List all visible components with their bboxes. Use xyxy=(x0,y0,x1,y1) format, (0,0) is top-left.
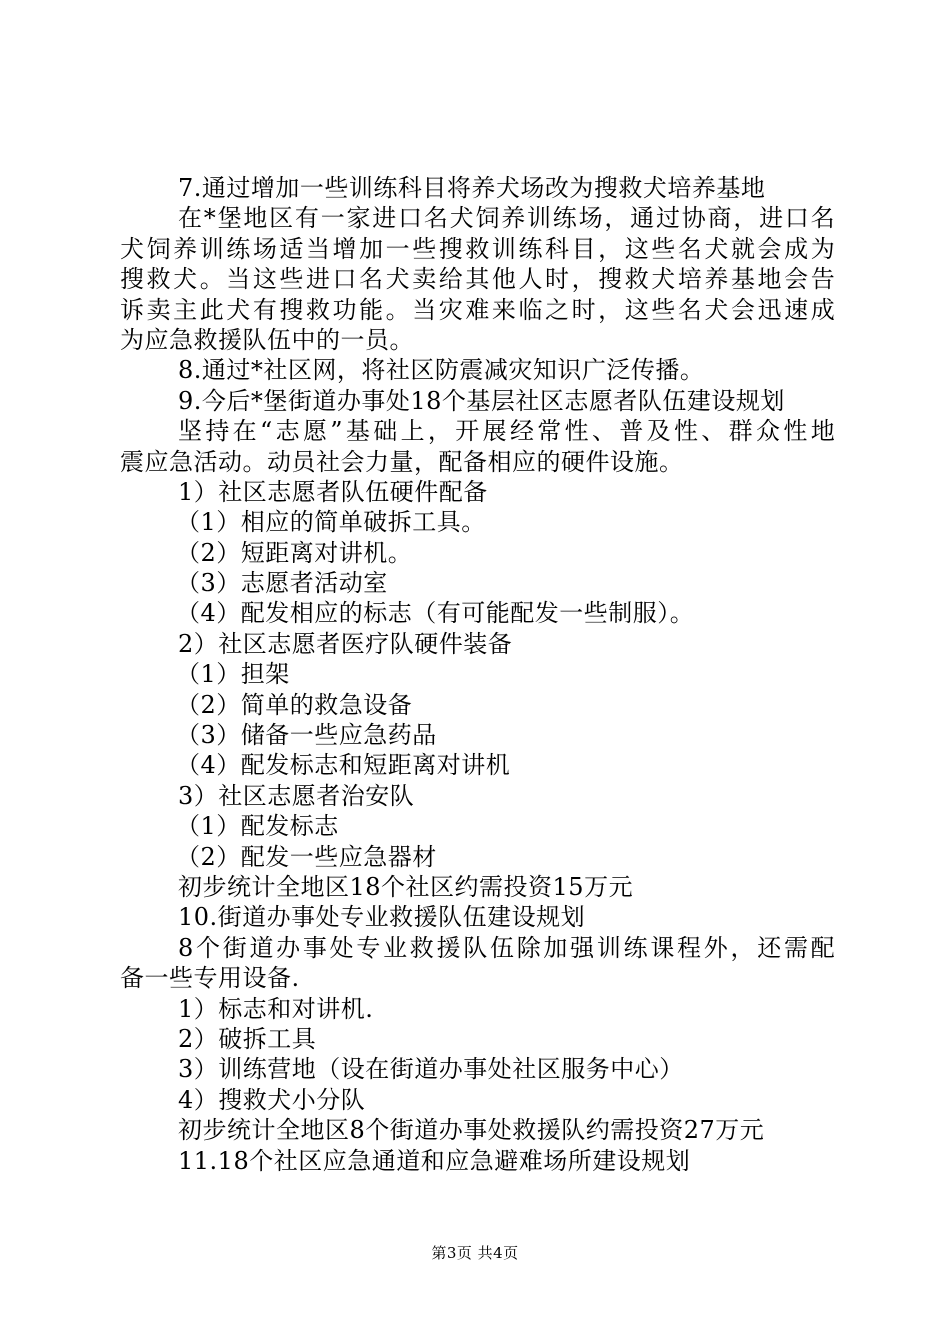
text-line: 犬饲养训练场适当增加一些搜救训练科目，这些名犬就会成为 xyxy=(120,234,835,263)
document-body xyxy=(120,173,835,1176)
text-line: 2）社区志愿者医疗队硬件装备 xyxy=(178,629,513,658)
text-line: 震应急活动。动员社会力量，配备相应的硬件设施。 xyxy=(120,447,684,476)
text-line: 9.今后*堡街道办事处18个基层社区志愿者队伍建设规划 xyxy=(178,386,785,415)
text-line: 坚持在“志愿”基础上，开展经常性、普及性、群众性地 xyxy=(178,417,835,446)
text-line: 10.街道办事处专业救援队伍建设规划 xyxy=(178,903,586,932)
text-line: 2）破拆工具 xyxy=(178,1024,317,1053)
text-line: 7.通过增加一些训练科目将养犬场改为搜救犬培养基地 xyxy=(178,174,766,202)
text-line: 在*堡地区有一家进口名犬饲养训练场，通过协商，进口名 xyxy=(178,204,835,233)
page-footer: 第3页 共4页 xyxy=(431,1244,519,1262)
text-line: （2）短距离对讲机。 xyxy=(176,538,413,567)
text-line: （1）相应的简单破拆工具。 xyxy=(176,508,486,537)
text-line: 搜救犬。当这些进口名犬卖给其他人时，搜救犬培养基地会告 xyxy=(120,265,835,294)
text-line: 11.18个社区应急通道和应急避难场所建设规划 xyxy=(178,1146,691,1175)
text-line: 8个街道办事处专业救援队伍除加强训练课程外，还需配 xyxy=(178,933,835,962)
text-line: （3）储备一些应急药品 xyxy=(176,721,437,750)
text-line: 初步统计全地区18个社区约需投资15万元 xyxy=(178,872,634,901)
text-line: 3）社区志愿者治安队 xyxy=(178,781,415,810)
text-line: 1）社区志愿者队伍硬件配备 xyxy=(178,477,488,506)
text-line: （2）简单的救急设备 xyxy=(176,690,413,719)
text-line: 1）标志和对讲机. xyxy=(178,994,374,1023)
text-line: （3）志愿者活动室 xyxy=(176,569,388,598)
text-line: （2）配发一些应急器材 xyxy=(176,842,437,871)
text-line: （4）配发标志和短距离对讲机 xyxy=(176,751,511,780)
text-line: 初步统计全地区8个街道办事处救援队约需投资27万元 xyxy=(178,1116,765,1145)
text-line: 3）训练营地（设在街道办事处社区服务中心） xyxy=(178,1055,684,1084)
text-line: 诉卖主此犬有搜救功能。当灾难来临之时，这些名犬会迅速成 xyxy=(120,295,835,324)
text-line: （1）配发标志 xyxy=(176,812,339,841)
text-line: （4）配发相应的标志（有可能配发一些制服）。 xyxy=(176,599,695,628)
text-line: 备一些专用设备. xyxy=(120,964,300,993)
text-line: 为应急救援队伍中的一员。 xyxy=(120,325,414,354)
text-line: （1）担架 xyxy=(176,660,290,689)
text-line: 4）搜救犬小分队 xyxy=(178,1085,366,1114)
text-line: 8.通过*社区网，将社区防震减灾知识广泛传播。 xyxy=(178,356,705,385)
